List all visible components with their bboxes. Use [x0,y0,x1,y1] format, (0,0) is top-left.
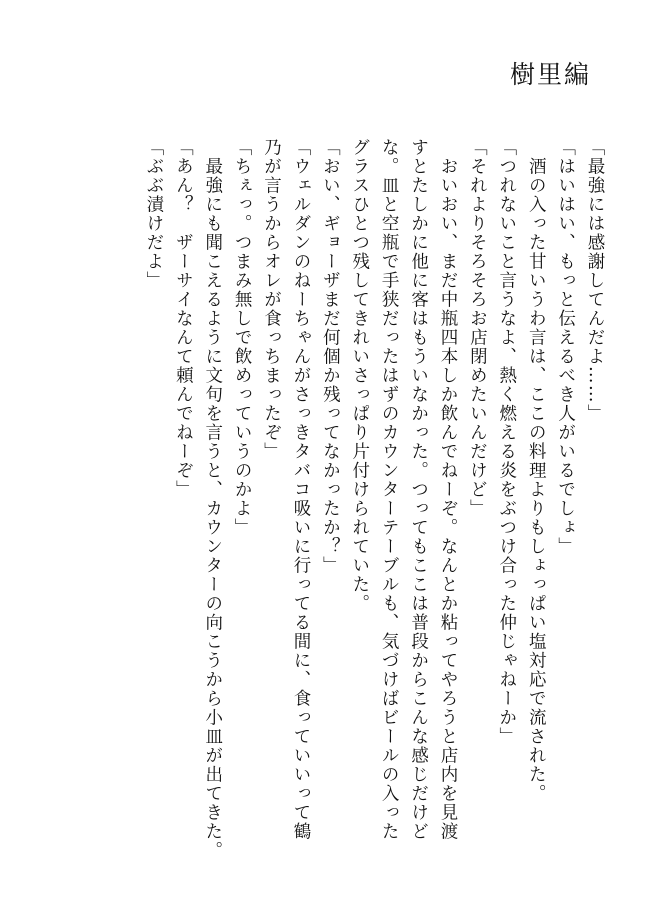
text-line: 「おい、ギョーザまだ何個か残ってなかったか？」 [320,138,341,575]
text-line: 乃が言うからオレが食っちまったぞ」 [261,138,282,461]
text-line: 「ウェルダンのねーちゃんがさっきタバコ吸いに行ってる間に、食っていいって鶴 [290,138,311,841]
text-line: 「ぶぶ漬けだよ」 [143,138,164,290]
text-line: すとたしかに他に客はもういなかった。つってもここは普段からこんな感じだけど [408,138,429,841]
text-line: 「つれないこと言うなよ、熱く燃える炎をぶつけ合った仲じゃねーか」 [496,138,517,746]
text-line: おいおい、まだ中瓶四本しか飲んでねーぞ。なんとか粘ってやろうと店内を見渡 [437,138,458,841]
chapter-title: 樹里編 [509,60,591,89]
text-line: 「ちぇっ。つまみ無しで飲めっていうのかよ」 [232,138,253,537]
text-line: 「最強には感謝してんだよ……」 [585,138,605,423]
text-line: 「あん？ ザーサイなんて頼んでねーぞ」 [173,138,194,499]
text-line: 酒の入った甘いうわ言は、ここの料理よりもしょっぱい塩対応で流された。 [526,138,547,803]
text-line: 「それよりそろそろお店閉めたいんだけど」 [467,138,488,518]
text-line: 最強にも聞こえるように文句を言うと、カウンターの向こうから小皿が出てきた。 [202,138,223,860]
text-line: グラスひとつ残してきれいさっぱり片付けられていた。 [349,138,370,613]
text-line: な。皿と空瓶で手狭だったはずのカウンターテーブルも、気づけばビールの入った [379,138,400,841]
text-line: 「はいはい、もっと伝えるべき人がいるでしょ」 [555,138,576,556]
body-text [139,138,610,858]
